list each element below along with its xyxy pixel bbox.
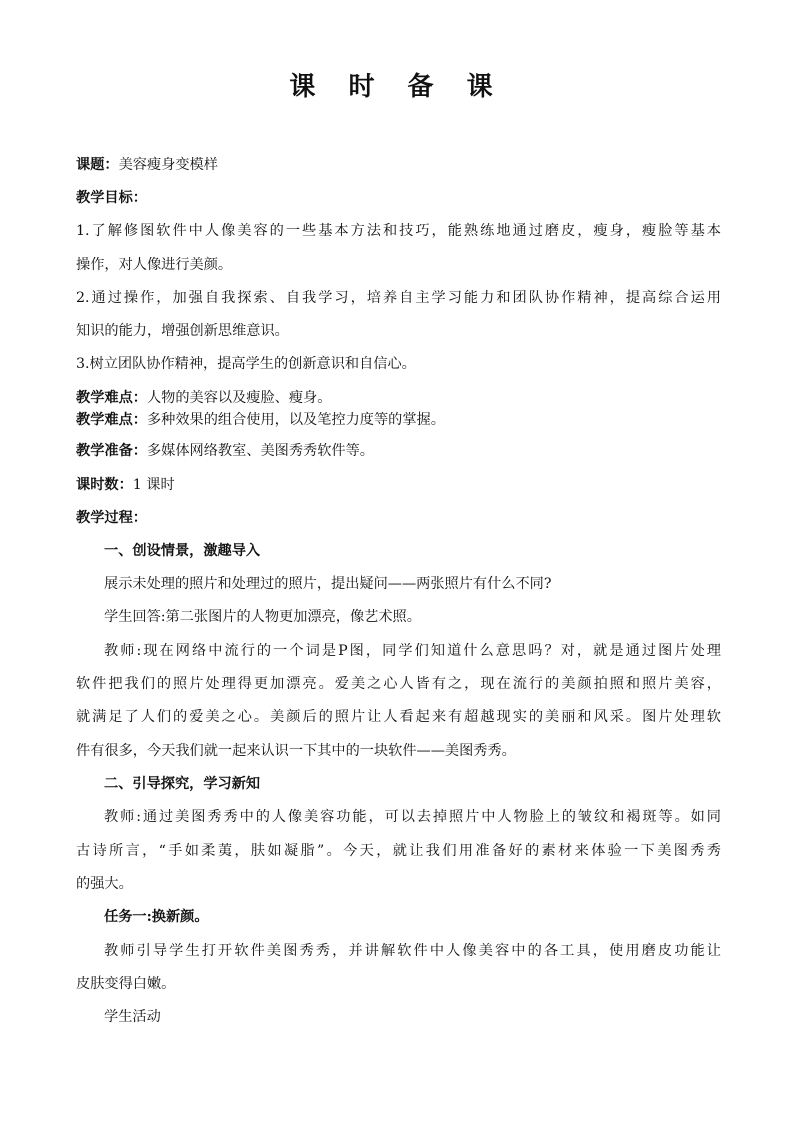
section-2-paragraph-1-line-1: 教师:通过美图秀秀中的人像美容功能，可以去掉照片中人物脸上的皱纹和褐斑等。如同 bbox=[104, 809, 721, 825]
process-heading: 教学过程： bbox=[76, 510, 147, 526]
key-point-value: 人物的美容以及瘦脸、瘦身。 bbox=[146, 390, 332, 406]
page-title: 课 时 备 课 bbox=[289, 72, 505, 102]
key-point-line bbox=[76, 388, 721, 408]
task-1-paragraph-1-line-2: 皮肤变得白嫩。 bbox=[76, 976, 176, 992]
preparation-label: 教学准备： bbox=[76, 443, 147, 459]
topic-line bbox=[76, 155, 721, 175]
goal-2-line-1: 2.通过操作，加强自我探索、自我学习，培养自主学习能力和团队协作精神，提高综合运用 bbox=[76, 290, 721, 306]
goal-3-line: 3.树立团队协作精神，提高学生的创新意识和自信心。 bbox=[76, 356, 416, 372]
goals-heading: 教学目标： bbox=[76, 190, 147, 206]
task-1-paragraph-1-line-1: 教师引导学生打开软件美图秀秀，并讲解软件中人像美容中的各工具，使用磨皮功能让 bbox=[104, 943, 721, 959]
hours-value: 1 课时 bbox=[132, 477, 175, 493]
section-1-paragraph-1: 展示未处理的照片和处理过的照片，提出疑问——两张照片有什么不同? bbox=[104, 576, 552, 592]
preparation-line bbox=[76, 441, 721, 461]
topic-value: 美容瘦身变模样 bbox=[118, 157, 218, 173]
section-1-paragraph-3-line-2: 软件把我们的照片处理得更加漂亮。爱美之心人皆有之，现在流行的美颜拍照和照片美容， bbox=[76, 676, 721, 692]
task-1-paragraph-2: 学生活动 bbox=[104, 1009, 161, 1025]
difficulty-value: 多种效果的组合使用，以及笔控力度等的掌握。 bbox=[146, 412, 445, 428]
preparation-value: 多媒体网络教室、美图秀秀软件等。 bbox=[146, 443, 374, 459]
task-1-title: 任务一:换新颜。 bbox=[104, 909, 209, 925]
key-point-label: 教学难点： bbox=[76, 390, 147, 406]
hours-label: 课时数： bbox=[76, 477, 133, 493]
topic-label: 课题： bbox=[76, 157, 119, 173]
goal-1-line-1: 1.了解修图软件中人像美容的一些基本方法和技巧，能熟练地通过磨皮，瘦身，瘦脸等基本 bbox=[76, 223, 721, 239]
hours-line bbox=[76, 475, 721, 495]
section-1-title: 一、创设情景，激趣导入 bbox=[104, 543, 261, 559]
section-2-paragraph-1-line-3: 的强大。 bbox=[76, 876, 133, 892]
difficulty-label: 教学难点： bbox=[76, 412, 147, 428]
goal-1-line-2: 操作，对人像进行美颜。 bbox=[76, 257, 233, 273]
section-1-paragraph-3-line-4: 件有很多，今天我们就一起来认识一下其中的一块软件——美图秀秀。 bbox=[76, 743, 516, 759]
section-1-paragraph-2: 学生回答:第二张图片的人物更加漂亮，像艺术照。 bbox=[104, 609, 421, 625]
section-2-paragraph-1-line-2: 古诗所言，“手如柔荑，肤如凝脂”。今天，就让我们用准备好的素材来体验一下美图秀秀 bbox=[76, 843, 721, 859]
section-1-paragraph-3-line-3: 就满足了人们的爱美之心。美颜后的照片让人看起来有超越现实的美丽和风采。图片处理软 bbox=[76, 709, 721, 725]
goal-2-line-2: 知识的能力，增强创新思维意识。 bbox=[76, 323, 289, 339]
section-2-title: 二、引导探究，学习新知 bbox=[104, 776, 261, 792]
section-1-paragraph-3-line-1: 教师:现在网络中流行的一个词是P图，同学们知道什么意思吗？对，就是通过图片处理 bbox=[104, 643, 721, 659]
difficulty-line bbox=[76, 410, 721, 430]
